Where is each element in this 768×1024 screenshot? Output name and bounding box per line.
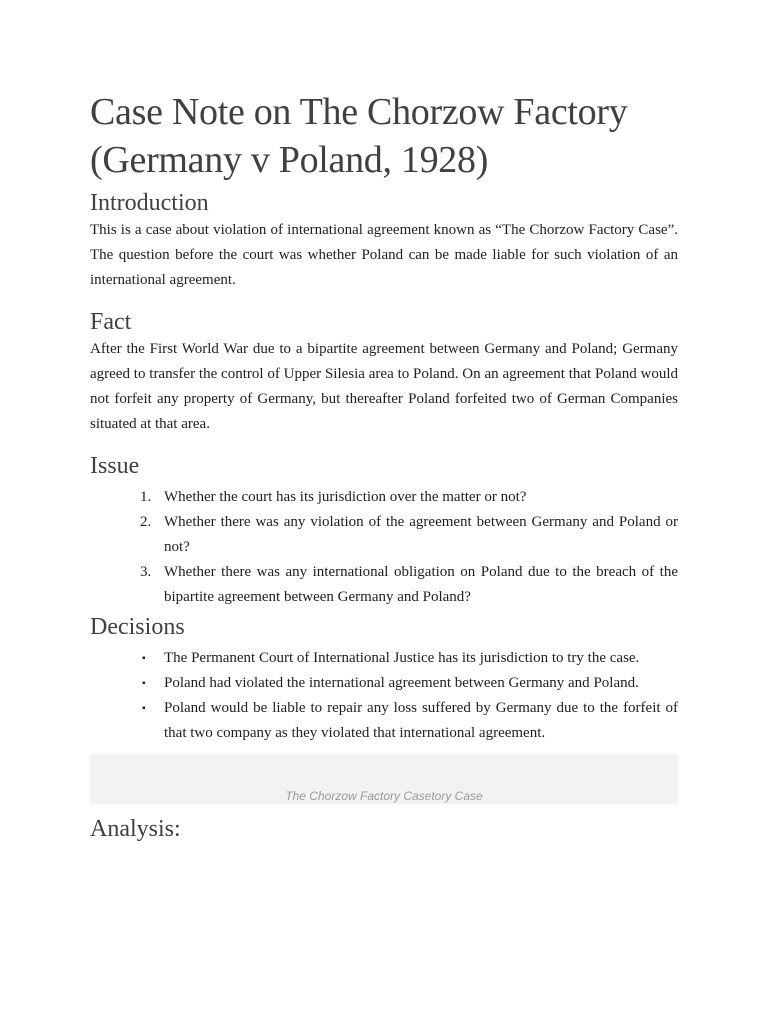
- issue-heading: Issue: [90, 453, 140, 479]
- decisions-list: [90, 646, 678, 746]
- decision-text: case.: [609, 650, 640, 666]
- fact-line: Germany agreed to transfer the control of Upper Silesia area to Poland. On an: [90, 341, 678, 382]
- decision-text: Poland would be liable to repair any loss suffered by Germany due to the: [164, 700, 619, 716]
- issue-number: 2.: [140, 514, 152, 530]
- fact-line: agreement that Poland would not forfeit any property of Germany, but thereafter: [90, 366, 679, 407]
- fact-line: After the First World War due to a bipartite agreement between Germany and Poland;: [90, 341, 618, 357]
- issue-text: Whether the court has its jurisdiction over the matter or not?: [164, 489, 527, 505]
- introduction-line: This is a case about violation of international agreement known as “The Chorzow: [90, 222, 585, 238]
- issue-number: 1.: [140, 489, 152, 505]
- introduction-line: Factory Case”. The question before the court was whether Poland can be made liable: [90, 222, 678, 263]
- decision-item: [142, 671, 678, 696]
- bullet-icon: ▪: [142, 703, 146, 714]
- decision-text: Poland had violated the international agreement between Germany and: [164, 675, 590, 691]
- title-line-2: (Germany v Poland, 1928): [90, 139, 489, 181]
- fact-heading: Fact: [90, 309, 132, 335]
- introduction-heading: Introduction: [90, 190, 209, 216]
- bullet-icon: ▪: [142, 678, 146, 689]
- issue-number: 3.: [140, 564, 152, 580]
- image-caption: The Chorzow Factory Casetory Case: [285, 789, 483, 803]
- title-line-1: Case Note on The Chorzow Factory: [90, 91, 628, 133]
- decision-text: forfeit of that two company as they violated that international agreement.: [164, 700, 678, 741]
- decision-item: [142, 646, 678, 671]
- decisions-heading: Decisions: [90, 614, 185, 640]
- introduction-line: for such violation of an international agreement.: [90, 247, 679, 288]
- issue-text: Whether there was any international obligation on Poland due to the breach: [164, 564, 637, 580]
- issue-item: [140, 510, 678, 560]
- image-caption-box: [90, 754, 678, 804]
- fact-line: Poland forfeited two of German Companies situated at that area.: [90, 391, 679, 432]
- issue-list: [90, 485, 678, 610]
- decision-text: Poland.: [593, 675, 639, 691]
- issue-text: Poland or not?: [164, 514, 678, 555]
- issue-item: [140, 560, 678, 610]
- decision-text: The Permanent Court of International Justice has its jurisdiction to try the: [164, 650, 606, 666]
- document-page: [90, 88, 678, 844]
- introduction-paragraph: [90, 218, 678, 293]
- bullet-icon: ▪: [142, 653, 146, 664]
- issue-text: Whether there was any violation of the agreement between Germany and: [164, 514, 614, 530]
- fact-paragraph: [90, 337, 678, 437]
- decision-item: [142, 696, 678, 746]
- page-title: [90, 88, 678, 184]
- analysis-heading: Analysis:: [90, 816, 181, 842]
- issue-text: of the bipartite agreement between Germany and Poland?: [164, 564, 678, 605]
- issue-item: [140, 485, 678, 510]
